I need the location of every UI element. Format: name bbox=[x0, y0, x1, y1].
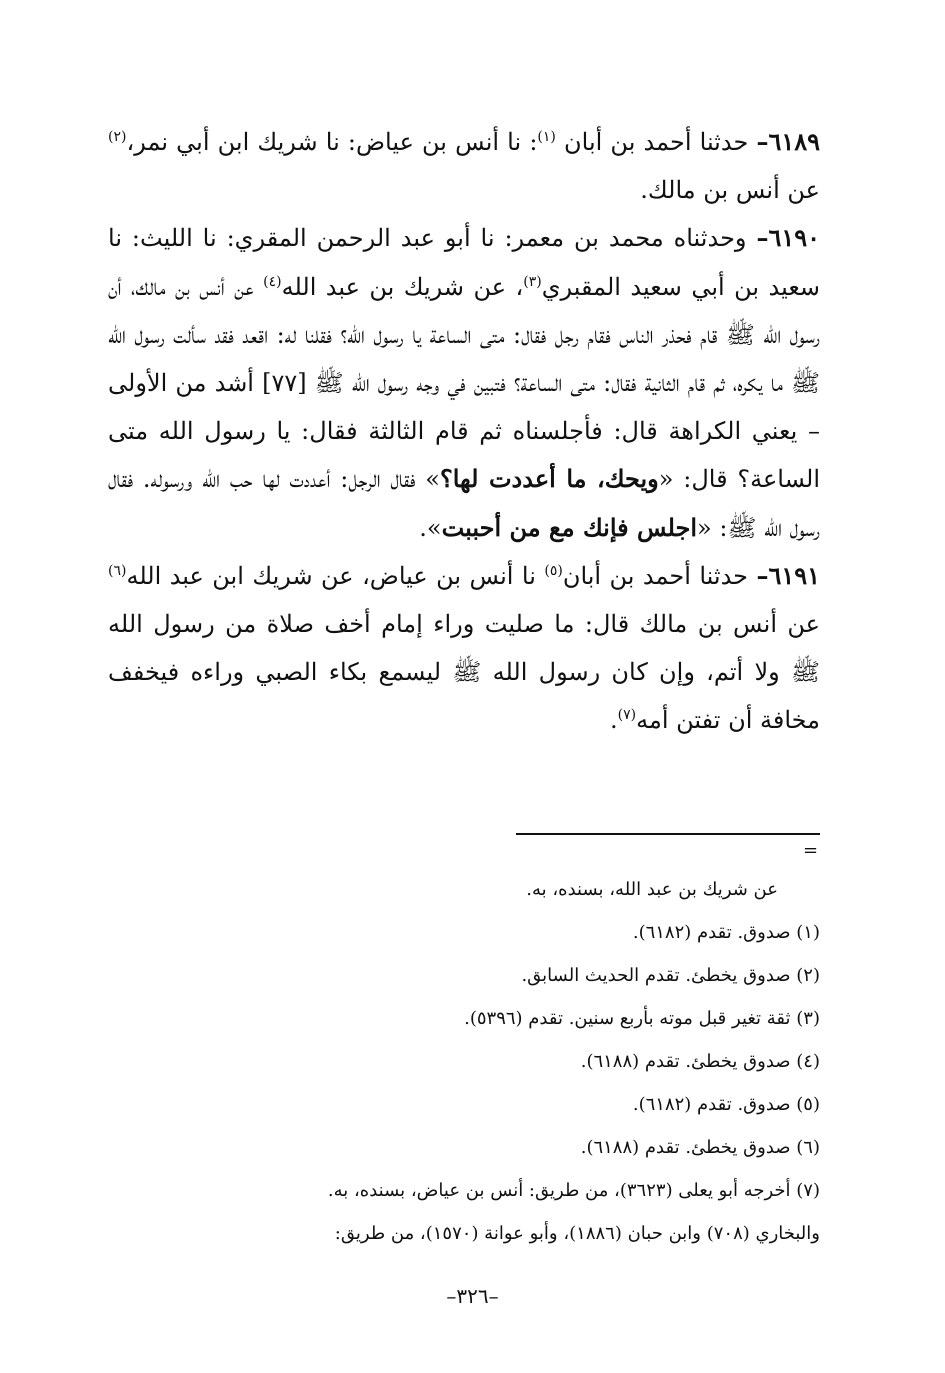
hadith-paragraph bbox=[108, 552, 820, 745]
hadith-text-run: ». bbox=[419, 513, 442, 542]
hadith-number: ٦١٩٠– bbox=[756, 223, 820, 253]
footnote-2: (٢) صدوق يخطئ. تقدم الحديث السابق. bbox=[521, 965, 820, 986]
hadith-text-run: عن أنس بن مالك. bbox=[640, 176, 820, 205]
footnote-ref: (٥) bbox=[544, 562, 563, 579]
hadith-text-run: : نا أنس بن عياض: نا شريك ابن أبي نمر، bbox=[126, 128, 538, 156]
footnote-ref: (١) bbox=[537, 129, 556, 145]
footnote-7-continued: والبخاري (٧٠٨) وابن حبان (١٨٨٦)، وأبو عوانة (١٥٧٠)، من طريق: bbox=[334, 1223, 820, 1244]
footnote-ref: (٦) bbox=[108, 562, 127, 579]
hadith-text-run: حدثنا أحمد بن أبان bbox=[555, 128, 757, 156]
hadith-text-run: نا أنس بن عياض، عن شريك ابن عبد الله bbox=[126, 561, 545, 590]
prophetic-saying: اجلس فإنك مع من أحببت bbox=[441, 512, 698, 542]
footnote-3: (٣) ثقة تغير قبل موته بأربع سنين. تقدم (٥٣٩٦). bbox=[464, 1008, 820, 1029]
hadith-text bbox=[108, 118, 820, 745]
footnote-separator bbox=[516, 833, 820, 835]
hadith-text-run: ، عن شريك بن عبد الله bbox=[281, 272, 524, 301]
footnote-4: (٤) صدوق يخطئ. تقدم (٦١٨٨). bbox=[580, 1051, 820, 1072]
prophetic-saying: ويحك، ما أعددت لها؟ bbox=[440, 464, 659, 494]
footnote-ref: (٣) bbox=[523, 273, 542, 290]
hadith-number: ٦١٩١– bbox=[756, 560, 820, 590]
hadith-text-run: » فقال الرجل: أعددت لها حب الله ورسوله. فقال رسول الله ﷺ: « bbox=[108, 465, 820, 542]
footnote-5: (٥) صدوق. تقدم (٦١٨٢). bbox=[632, 1094, 820, 1115]
footnote-6: (٦) صدوق يخطئ. تقدم (٦١٨٨). bbox=[580, 1137, 820, 1158]
hadith-number: ٦١٨٩– bbox=[756, 127, 820, 156]
footnote-1: (١) صدوق. تقدم (٦١٨٢). bbox=[632, 922, 820, 943]
hadith-paragraph bbox=[108, 118, 820, 214]
footnote-ref: (٢) bbox=[108, 129, 127, 145]
hadith-text-run: عن أنس بن مالك قال: ما صليت وراء إمام أخف صلاة من رسول الله ﷺ ولا أتم، وإن كان رسول الله ﷺ ليسمع بكاء الصبي وراءه فيخفف مخافة أن تفتن أمه bbox=[108, 610, 820, 735]
hadith-text-run: عن أنس بن مالك، أن رسول الله ﷺ قام فحذر الناس فقام رجل فقال: متى الساعة يا رسول الله؟ فقلنا له: اقعد فقد سألت رسول الله ﷺ ما يكره، ثم قام الثانية فقال: متى الساعة؟ فتبين في وجه رسول الله ﷺ [٧٧] أشد من الأولى – يعني الكراهة قال: فأجلسناه ثم قام الثالثة فقال: يا رسول الله متى الساعة؟ قال: « bbox=[108, 272, 821, 494]
hadith-paragraph bbox=[108, 214, 820, 551]
hadith-text-run: حدثنا أحمد بن أبان bbox=[562, 561, 757, 590]
footnote-7: (٧) أخرجه أبو يعلى (٣٦٢٣)، من طريق: أنس بن عياض، بسنده، به. bbox=[327, 1180, 820, 1201]
hadith-text-run: . bbox=[609, 706, 618, 735]
continuation-mark: = bbox=[803, 840, 819, 861]
footnote-continuation: عن شريك بن عبد الله، بسنده، به. bbox=[526, 879, 778, 900]
footnotes bbox=[108, 868, 820, 1255]
footnote-ref: (٧) bbox=[617, 707, 637, 724]
footnote-ref: (٤) bbox=[263, 273, 282, 290]
hadith-text-run: وحدثناه محمد بن معمر: نا أبو عبد الرحمن المقري: نا الليث: نا سعيد بن أبي سعيد المقبري bbox=[108, 224, 821, 301]
page-number: –٣٢٦– bbox=[446, 1284, 499, 1308]
